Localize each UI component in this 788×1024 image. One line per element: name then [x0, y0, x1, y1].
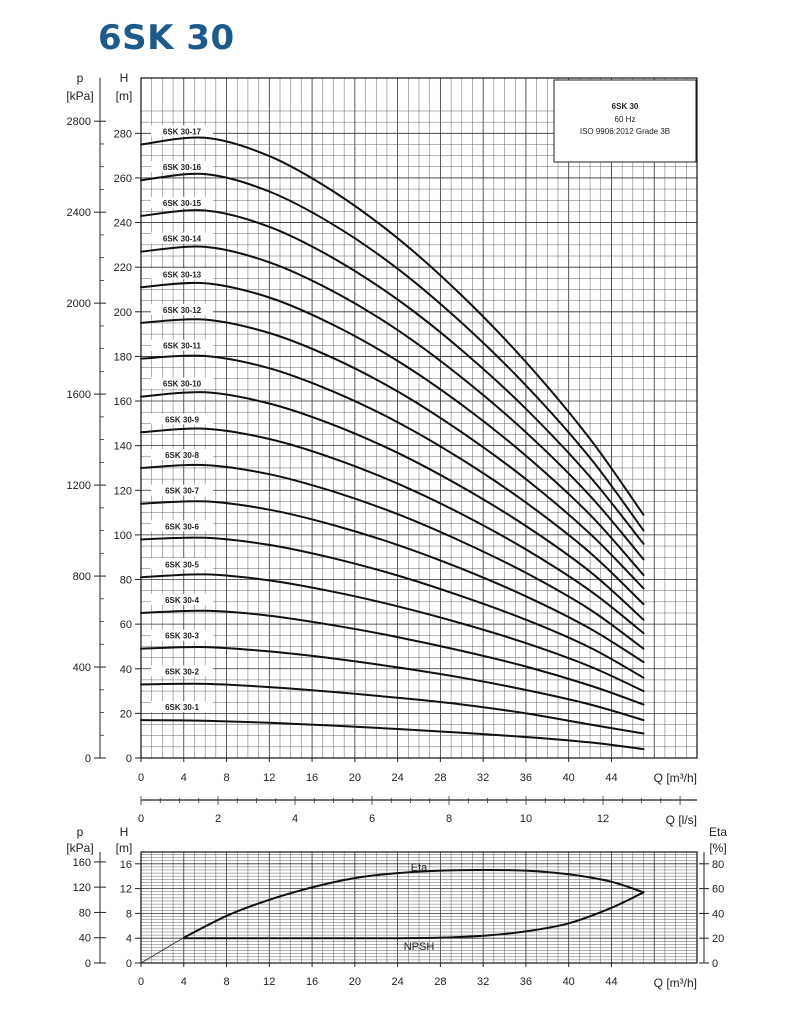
p-tick-label: 0 [84, 753, 91, 765]
y-tick-label: 180 [113, 351, 132, 364]
bottom-x-tick-label: 20 [348, 976, 361, 988]
y-tick-label: 220 [113, 262, 132, 275]
eta-tick-label: 40 [712, 908, 725, 921]
flow-ls-axis [138, 796, 697, 827]
y-tick-label: 20 [119, 708, 132, 721]
p-tick-label: 800 [72, 571, 91, 584]
x-tick-label: 32 [477, 772, 490, 784]
bottom-x-tick-label: 0 [137, 976, 145, 988]
y-tick-label: 240 [113, 217, 132, 230]
curve-label: 6SK 30-5 [165, 560, 199, 570]
bottom-x-tick-label: 44 [605, 976, 618, 988]
bottom-x-tick-label: 28 [434, 976, 447, 988]
ls-tick-label: 10 [519, 813, 533, 825]
bottom-x-tick-label: 8 [223, 976, 230, 988]
main-chart-curves [141, 137, 644, 749]
eta-tick-label: 0 [712, 958, 719, 970]
bottom-y-axis-unit: [m] [115, 841, 133, 855]
eta-axis-unit: [%] [709, 841, 727, 855]
bottom-x-tick-label: 40 [562, 976, 575, 988]
ls-tick-label: 2 [214, 813, 222, 825]
y-tick-label: 100 [113, 529, 132, 542]
eta-tick-label: 80 [712, 858, 725, 871]
bottom-p-tick-label: 120 [72, 882, 91, 895]
curve-label: 6SK 30-2 [165, 667, 199, 677]
efficiency-chart-axes [66, 825, 727, 990]
bottom-p-axis-label: p [76, 825, 84, 839]
npsh-curve [184, 892, 644, 938]
curve-label: 6SK 30-9 [165, 415, 199, 425]
curve-label: 6SK 30-4 [165, 595, 199, 605]
x-tick-label: 0 [137, 772, 145, 784]
pump-curve [141, 574, 644, 691]
ls-tick-label: 12 [596, 813, 610, 825]
p-tick-label: 400 [72, 662, 91, 675]
bottom-x-tick-label: 16 [305, 976, 319, 988]
ls-axis-label: Q [l/s] [665, 813, 697, 827]
curve-label: 6SK 30-6 [165, 522, 199, 532]
x-tick-label: 20 [348, 772, 361, 784]
x-tick-label: 24 [391, 772, 404, 784]
y-axis-unit: [m] [115, 89, 133, 103]
curve-label: 6SK 30-13 [162, 270, 202, 280]
x-tick-label: 40 [562, 772, 575, 784]
curve-label: 6SK 30-15 [162, 198, 202, 208]
x-tick-label: 8 [223, 772, 230, 784]
pump-curve [141, 429, 644, 634]
p-axis-unit: [kPa] [66, 89, 94, 103]
legend-standard: ISO 9906:2012 Grade 3B [579, 127, 671, 136]
curve-label: 6SK 30-17 [162, 127, 202, 137]
y-tick-label: 280 [113, 128, 132, 141]
y-axis-label: H [119, 71, 129, 85]
bottom-p-tick-label: 160 [72, 856, 91, 869]
bottom-y-axis-label: H [119, 825, 129, 839]
x-axis-label: Q [m³/h] [653, 771, 697, 785]
ls-tick-label: 0 [137, 813, 145, 825]
curve-label: 6SK 30-16 [162, 163, 202, 173]
eta-curve [184, 870, 644, 938]
y-tick-label: 160 [113, 396, 132, 409]
x-tick-label: 28 [434, 772, 447, 784]
curve-label: 6SK 30-12 [162, 305, 202, 315]
p-tick-label: 2000 [66, 298, 91, 311]
curve-label: 6SK 30-14 [162, 234, 202, 244]
y-tick-label: 60 [119, 619, 132, 632]
y-tick-label: 40 [119, 663, 132, 676]
y-tick-label: 260 [113, 172, 132, 185]
p-tick-label: 2800 [66, 116, 91, 129]
bottom-x-tick-label: 36 [519, 976, 533, 988]
y-tick-label: 200 [113, 306, 132, 319]
ls-tick-label: 8 [445, 813, 453, 825]
bottom-x-tick-label: 4 [180, 976, 187, 988]
eta-axis-label: Eta [708, 825, 728, 839]
eta-tick-label: 20 [712, 933, 725, 946]
bottom-x-tick-label: 12 [263, 976, 276, 988]
curve-label: 6SK 30-1 [165, 703, 199, 713]
npsh-tick-label: 8 [125, 908, 132, 921]
eta-curve-label: Eta [410, 862, 428, 875]
curve-label: 6SK 30-10 [162, 379, 202, 389]
x-tick-label: 16 [305, 772, 319, 784]
x-tick-label: 44 [605, 772, 618, 784]
legend-frequency: 60 Hz [614, 115, 636, 124]
p-tick-label: 1200 [66, 480, 91, 493]
npsh-tick-label: 0 [125, 958, 132, 970]
legend-model: 6SK 30 [611, 102, 639, 111]
bottom-p-tick-label: 0 [84, 958, 91, 970]
curve-label: 6SK 30-7 [165, 486, 199, 496]
pump-curve [141, 174, 644, 531]
npsh-curve-label: NPSH [403, 941, 435, 954]
curve-label: 6SK 30-8 [165, 450, 199, 460]
bottom-p-tick-label: 40 [78, 932, 91, 945]
bottom-x-tick-label: 24 [391, 976, 404, 988]
curve-label: 6SK 30-11 [163, 341, 201, 351]
y-tick-label: 140 [113, 440, 132, 453]
curve-label: 6SK 30-3 [165, 631, 199, 641]
y-tick-label: 120 [113, 485, 132, 498]
bottom-x-tick-label: 32 [477, 976, 490, 988]
npsh-tick-label: 16 [119, 858, 132, 871]
p-axis-label: p [76, 71, 84, 85]
y-tick-label: 0 [125, 753, 132, 765]
eta-tick-label: 60 [712, 883, 725, 896]
bottom-p-axis-unit: [kPa] [66, 841, 94, 855]
y-tick-label: 80 [119, 574, 132, 587]
x-tick-label: 36 [519, 772, 533, 784]
npsh-tick-label: 4 [125, 933, 132, 946]
efficiency-chart-curves [141, 862, 644, 963]
page-title: 6SK 30 [98, 18, 235, 58]
x-tick-label: 4 [180, 772, 187, 784]
ls-tick-label: 6 [368, 813, 376, 825]
x-tick-label: 12 [263, 772, 276, 784]
main-chart-grid [141, 78, 697, 758]
pump-curve [141, 392, 644, 620]
pump-curve [141, 538, 644, 678]
bottom-p-tick-label: 80 [78, 907, 91, 920]
p-tick-label: 1600 [66, 389, 91, 402]
bottom-x-axis-label: Q [m³/h] [653, 976, 697, 990]
p-tick-label: 2400 [66, 207, 91, 220]
legend-box [554, 80, 696, 162]
ls-tick-label: 4 [291, 813, 299, 825]
npsh-tick-label: 12 [119, 883, 132, 896]
